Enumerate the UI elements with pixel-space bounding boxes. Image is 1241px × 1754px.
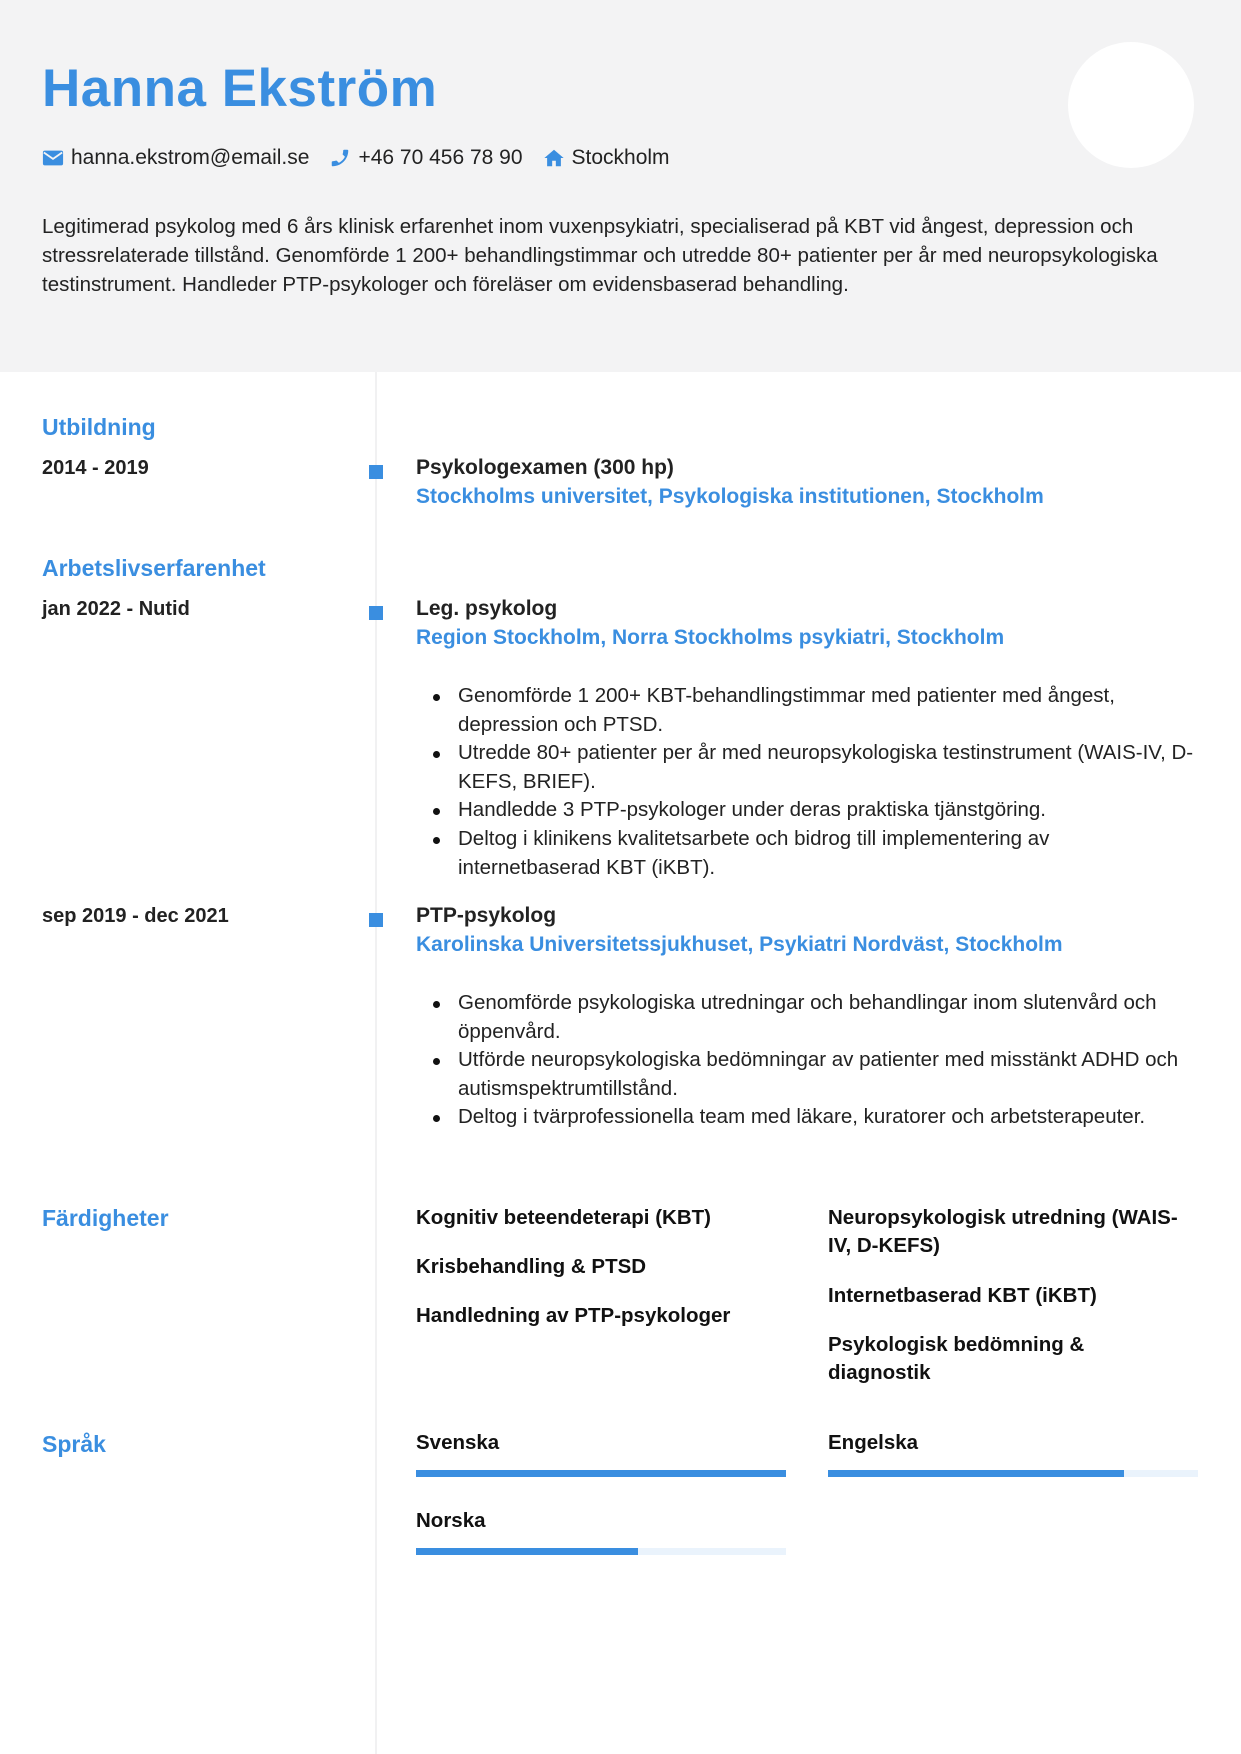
bullet-item: Handledde 3 PTP-psykologer under deras praktiska tjänstgöring. — [416, 796, 1196, 825]
section-title-languages: Språk — [42, 1431, 106, 1457]
education-date: 2014 - 2019 — [42, 457, 149, 479]
section-title-skills: Färdigheter — [42, 1205, 169, 1231]
skill-item: Internetbaserad KBT (iKBT) — [828, 1284, 1097, 1307]
contact-location — [543, 146, 670, 170]
home-icon — [543, 147, 565, 169]
section-title-education: Utbildning — [42, 414, 156, 440]
candidate-name: Hanna Ekström — [42, 59, 438, 118]
bullet-item: Utredde 80+ patienter per år med neuropsykologiska testinstrument (WAIS-IV, D-KEFS, BRIEF). — [416, 739, 1196, 796]
language-level-fill — [416, 1548, 638, 1555]
education-institution: Stockholms universitet, Psykologiska institutionen, Stockholm — [416, 485, 1044, 508]
education-degree: Psykologexamen (300 hp) — [416, 456, 674, 479]
timeline-marker — [369, 606, 383, 620]
language-level-fill — [828, 1470, 1124, 1477]
experience-date: sep 2019 - dec 2021 — [42, 905, 229, 927]
language-level-bar — [828, 1470, 1198, 1477]
bullet-item: Genomförde psykologiska utredningar och behandlingar inom slutenvård och öppenvård. — [416, 989, 1196, 1046]
language-name: Engelska — [828, 1431, 919, 1454]
experience-bullets — [416, 989, 1196, 1132]
envelope-icon — [42, 147, 64, 169]
experience-role: Leg. psykolog — [416, 597, 558, 620]
skill-item: Kognitiv beteendeterapi (KBT) — [416, 1206, 711, 1229]
experience-employer: Karolinska Universitetssjukhuset, Psykiatri Nordväst, Stockholm — [416, 933, 1063, 956]
phone-text: +46 70 456 78 90 — [358, 146, 523, 169]
contact-phone[interactable] — [329, 146, 522, 170]
skill-item: Neuropsykologisk utredning (WAIS-IV, D-KEFS) — [828, 1206, 1178, 1257]
header-band — [0, 0, 1241, 372]
language-level-bar — [416, 1470, 786, 1477]
bullet-item: Deltog i tvärprofessionella team med läkare, kuratorer och arbetsterapeuter. — [416, 1103, 1196, 1132]
language-level-fill — [416, 1470, 786, 1477]
section-title-experience: Arbetslivserfarenhet — [42, 555, 266, 581]
skill-item: Handledning av PTP-psykologer — [416, 1304, 731, 1327]
language-name: Svenska — [416, 1431, 500, 1454]
timeline-marker — [369, 913, 383, 927]
contact-row — [42, 144, 690, 172]
profile-photo — [1068, 42, 1194, 168]
language-level-bar — [416, 1548, 786, 1555]
skill-item: Krisbehandling & PTSD — [416, 1255, 647, 1278]
contact-email[interactable] — [42, 146, 309, 170]
column-divider — [375, 372, 377, 1754]
language-name: Norska — [416, 1509, 486, 1532]
experience-bullets — [416, 682, 1196, 882]
location-text: Stockholm — [571, 146, 670, 169]
experience-role: PTP-psykolog — [416, 904, 557, 927]
bullet-item: Genomförde 1 200+ KBT-behandlingstimmar med patienter med ångest, depression och PTSD. — [416, 682, 1196, 739]
profile-summary: Legitimerad psykolog med 6 års klinisk erfarenhet inom vuxenpsykiatri, specialiserad på KBT vid ångest, depression och stressrelaterade tillstånd. Genomförde 1 200+ behandlingstimmar och utredde 80+ patienter per år med neuropsykologiska testinstrument. Handleder PTP-psykologer och föreläser om evidensbaserad behandling. — [42, 215, 1158, 296]
bullet-item: Deltog i klinikens kvalitetsarbete och bidrog till implementering av internetbaserad KBT (iKBT). — [416, 825, 1196, 882]
email-text: hanna.ekstrom@email.se — [71, 146, 310, 169]
skill-item: Psykologisk bedömning & diagnostik — [828, 1333, 1085, 1384]
experience-date: jan 2022 - Nutid — [42, 598, 190, 620]
timeline-marker — [369, 465, 383, 479]
experience-employer: Region Stockholm, Norra Stockholms psykiatri, Stockholm — [416, 626, 1005, 649]
bullet-item: Utförde neuropsykologiska bedömningar av patienter med misstänkt ADHD och autismspektrumtillstånd. — [416, 1046, 1196, 1103]
phone-icon — [329, 147, 351, 169]
